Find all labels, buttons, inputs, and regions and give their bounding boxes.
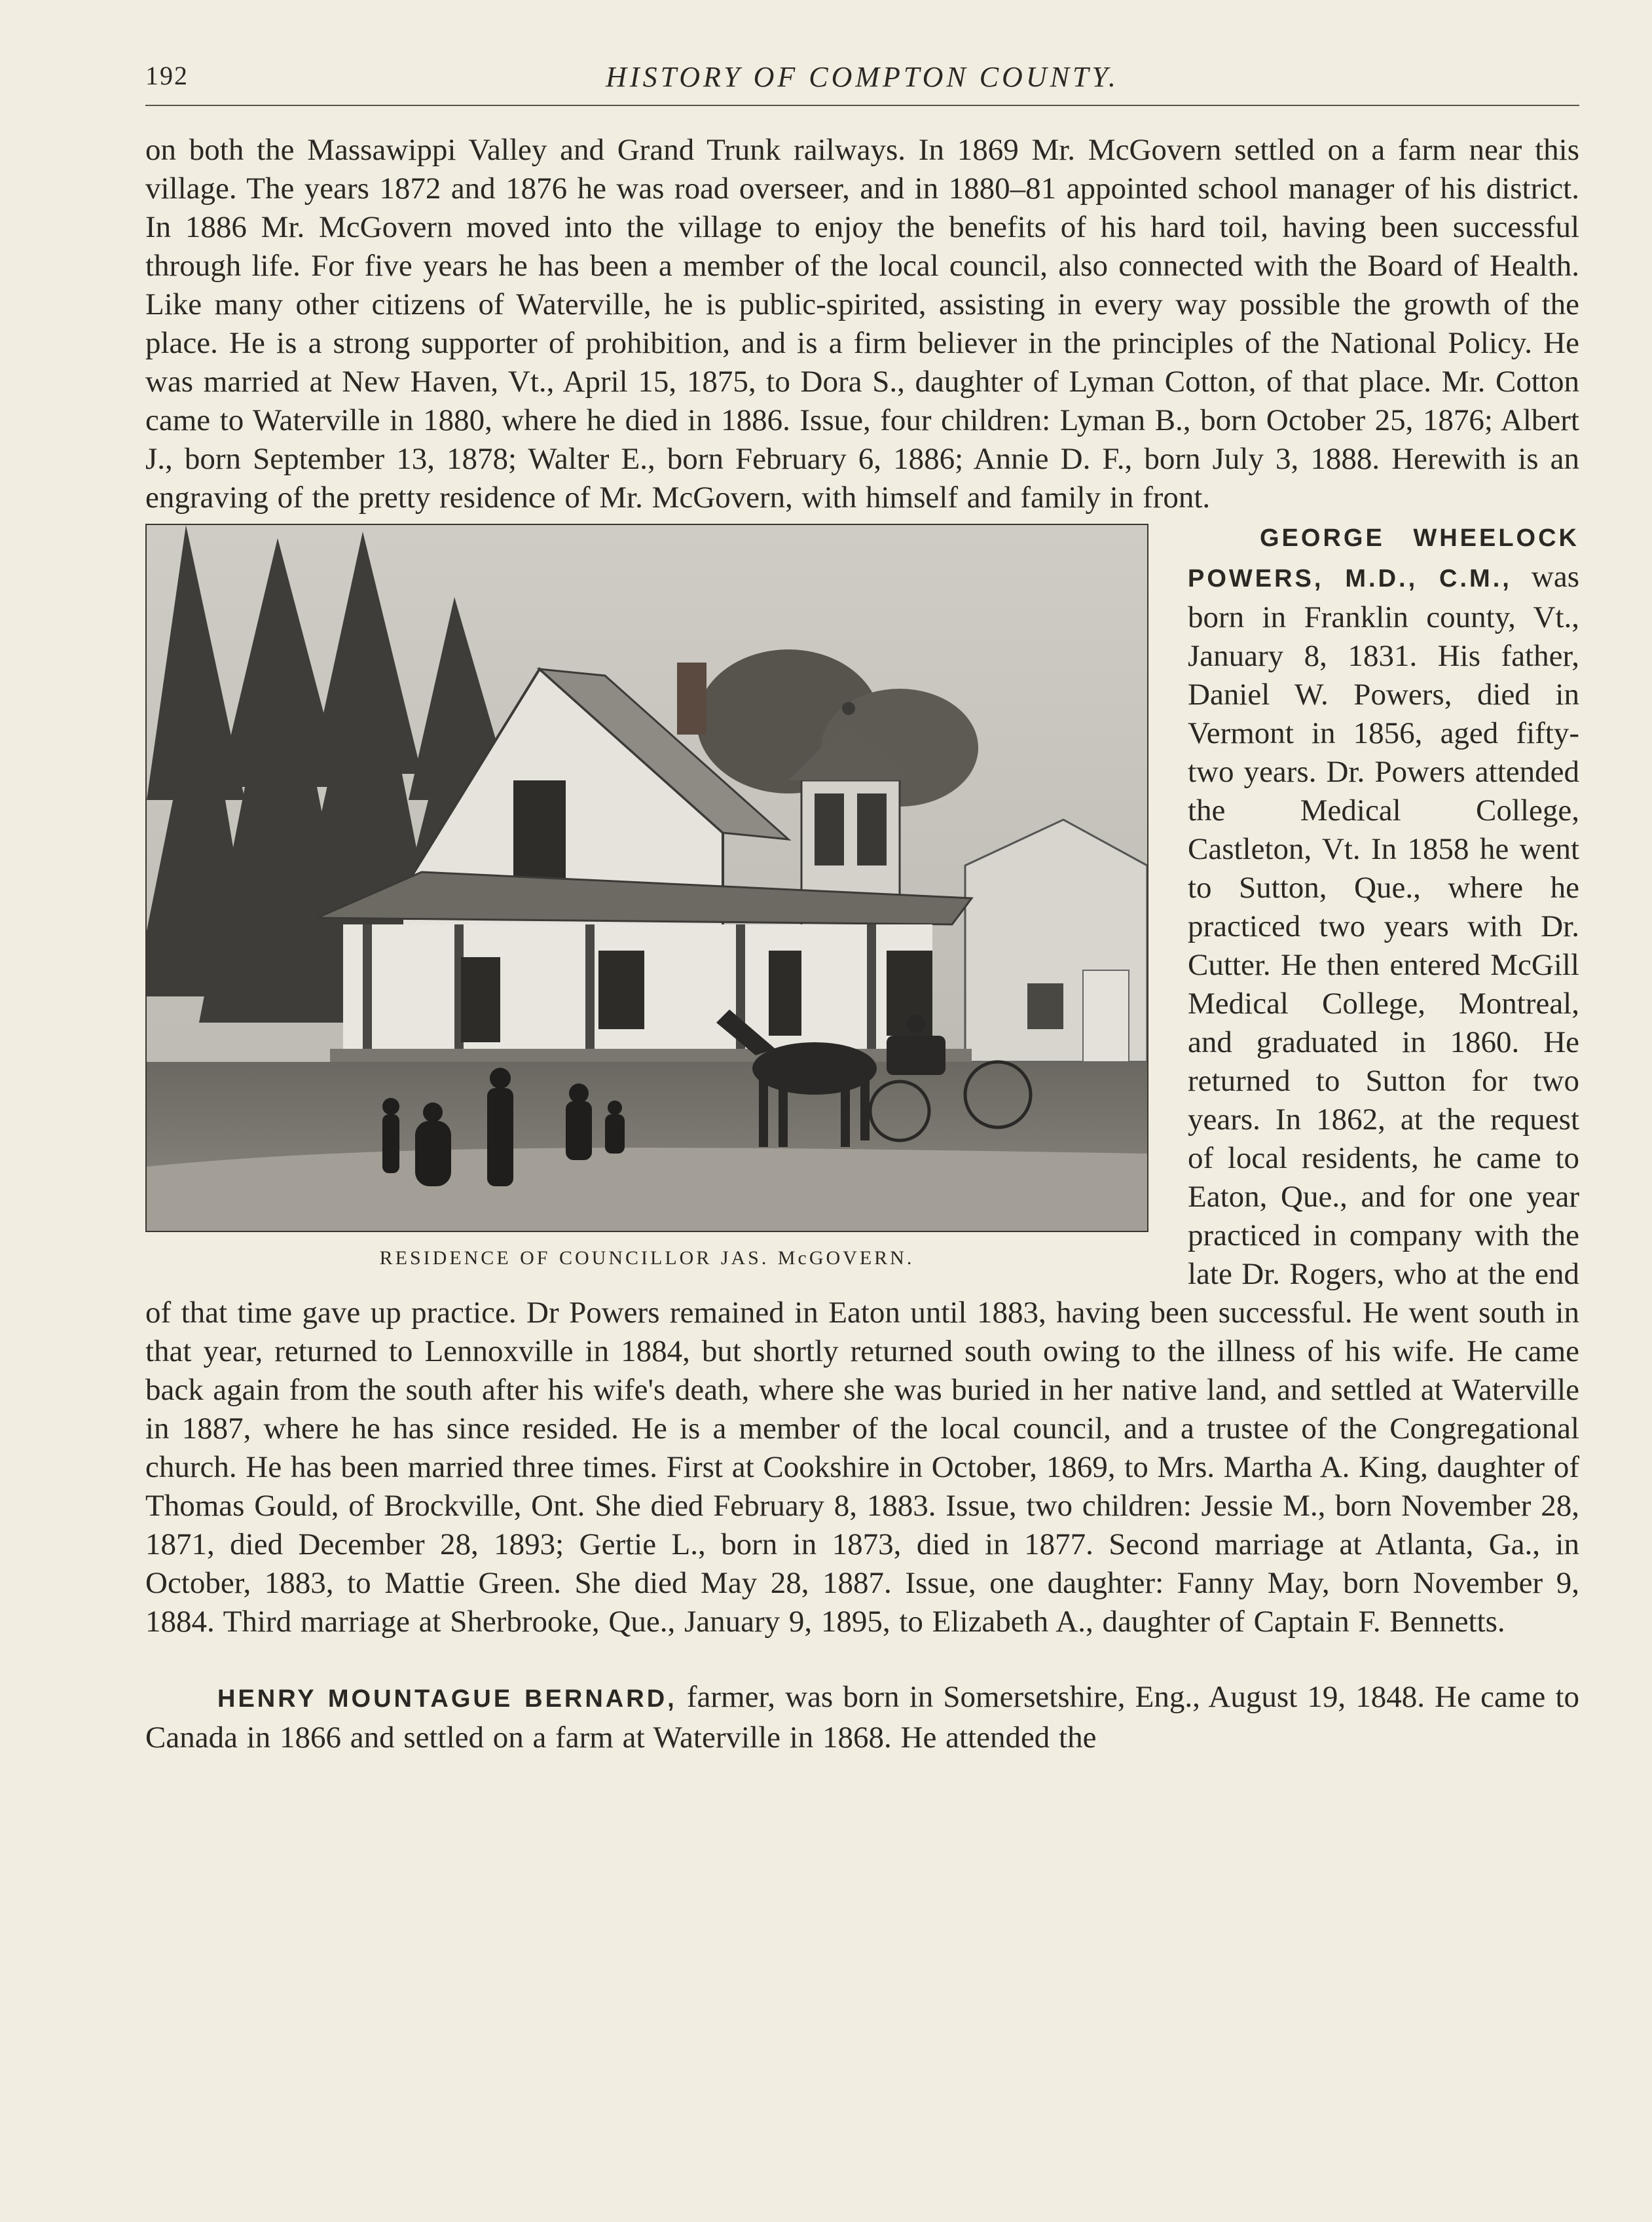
- residence-figure: [145, 524, 1148, 1270]
- subject-name-bernard: HENRY MOUNTAGUE BERNARD,: [217, 1685, 677, 1713]
- residence-photo: [145, 524, 1148, 1232]
- paragraph-powers-text: was born in Franklin county, Vt., January 8, 1831. His father, Daniel W. Powers, died in Vermont in 1856, aged fifty-two years. Dr. Powers attended the Medical College, Castleton, Vt. In 1858 he went to Sutton, Que., where he practiced two years with Dr. Cutter. He then entered McGill Medical College, Montreal, and graduated in 1860. He returned to Sutton for two years. In 1862, at the request of local residents, he came to Eaton, Que., and for one year practiced in company with the late Dr. Rogers, who at the end of that time gave up practice. Dr Powers remained in Eaton until 1883, having been successful. He went south in that year, returned to Lennoxville in 1884, but shortly returned south owing to the illness of his wife. He came back again from the south after his wife's death, where she was buried in her native land, and settled at Waterville in 1887, where he has since resided. He is a member of the local council, and a trustee of the Congregational church. He has been married three times. First at Cookshire in October, 1869, to Mrs. Martha A. King, daughter of Thomas Gould, of Brockville, Ont. She died February 8, 1883. Issue, two children: Jessie M., born November 28, 1871, died December 28, 1893; Gertie L., born in 1873, died in 1877. Second marriage at Atlanta, Ga., in October, 1883, to Mattie Green. She died May 28, 1887. Issue, one daughter: Fanny May, born November 9, 1884. Third marriage at Sherbrooke, Que., January 9, 1895, to Elizabeth A., daughter of Captain F. Bennetts.: [145, 560, 1579, 1639]
- paragraph-bernard: [145, 1678, 1579, 1757]
- subject-name-powers: GEORGE WHEELOCK POWERS, M.D., C.M.,: [1188, 524, 1579, 592]
- running-title: HISTORY OF COMPTON COUNTY.: [606, 61, 1119, 93]
- paragraph-mcgovern-intro: on both the Massawippi Valley and Grand Trunk railways. In 1869 Mr. McGovern settled on a farm near this village. The years 1872 and 1876 he was road overseer, and in 1880–81 appointed school manager of his district. In 1886 Mr. McGovern moved into the village to enjoy the benefits of his hard toil, having been successful through life. For five years he has been a member of the local council, also connected with the Board of Health. Like many other citizens of Waterville, he is public-spirited, assisting in every way possible the growth of the place. He is a strong supporter of prohibition, and is a firm believer in the principles of the National Policy. He was married at New Haven, Vt., April 15, 1875, to Dora S., daughter of Lyman Cotton, of that place. Mr. Cotton came to Waterville in 1880, where he died in 1886. Issue, four children: Lyman B., born October 25, 1876; Albert J., born September 13, 1878; Walter E., born February 6, 1886; Annie D. F., born July 3, 1888. Herewith is an engraving of the pretty residence of Mr. McGovern, with himself and family in front.: [145, 133, 1579, 515]
- article-body: [145, 131, 1579, 1757]
- page-header: [145, 60, 1579, 100]
- paragraph-bernard-text: farmer, was born in Somersetshire, Eng., August 19, 1848. He came to Canada in 1866 and settled on a farm at Waterville in 1868. He attended the: [145, 1680, 1580, 1755]
- header-rule: [145, 105, 1579, 106]
- page-number: 192: [145, 61, 189, 90]
- figure-caption: RESIDENCE OF COUNCILLOR JAS. McGOVERN.: [379, 1247, 915, 1269]
